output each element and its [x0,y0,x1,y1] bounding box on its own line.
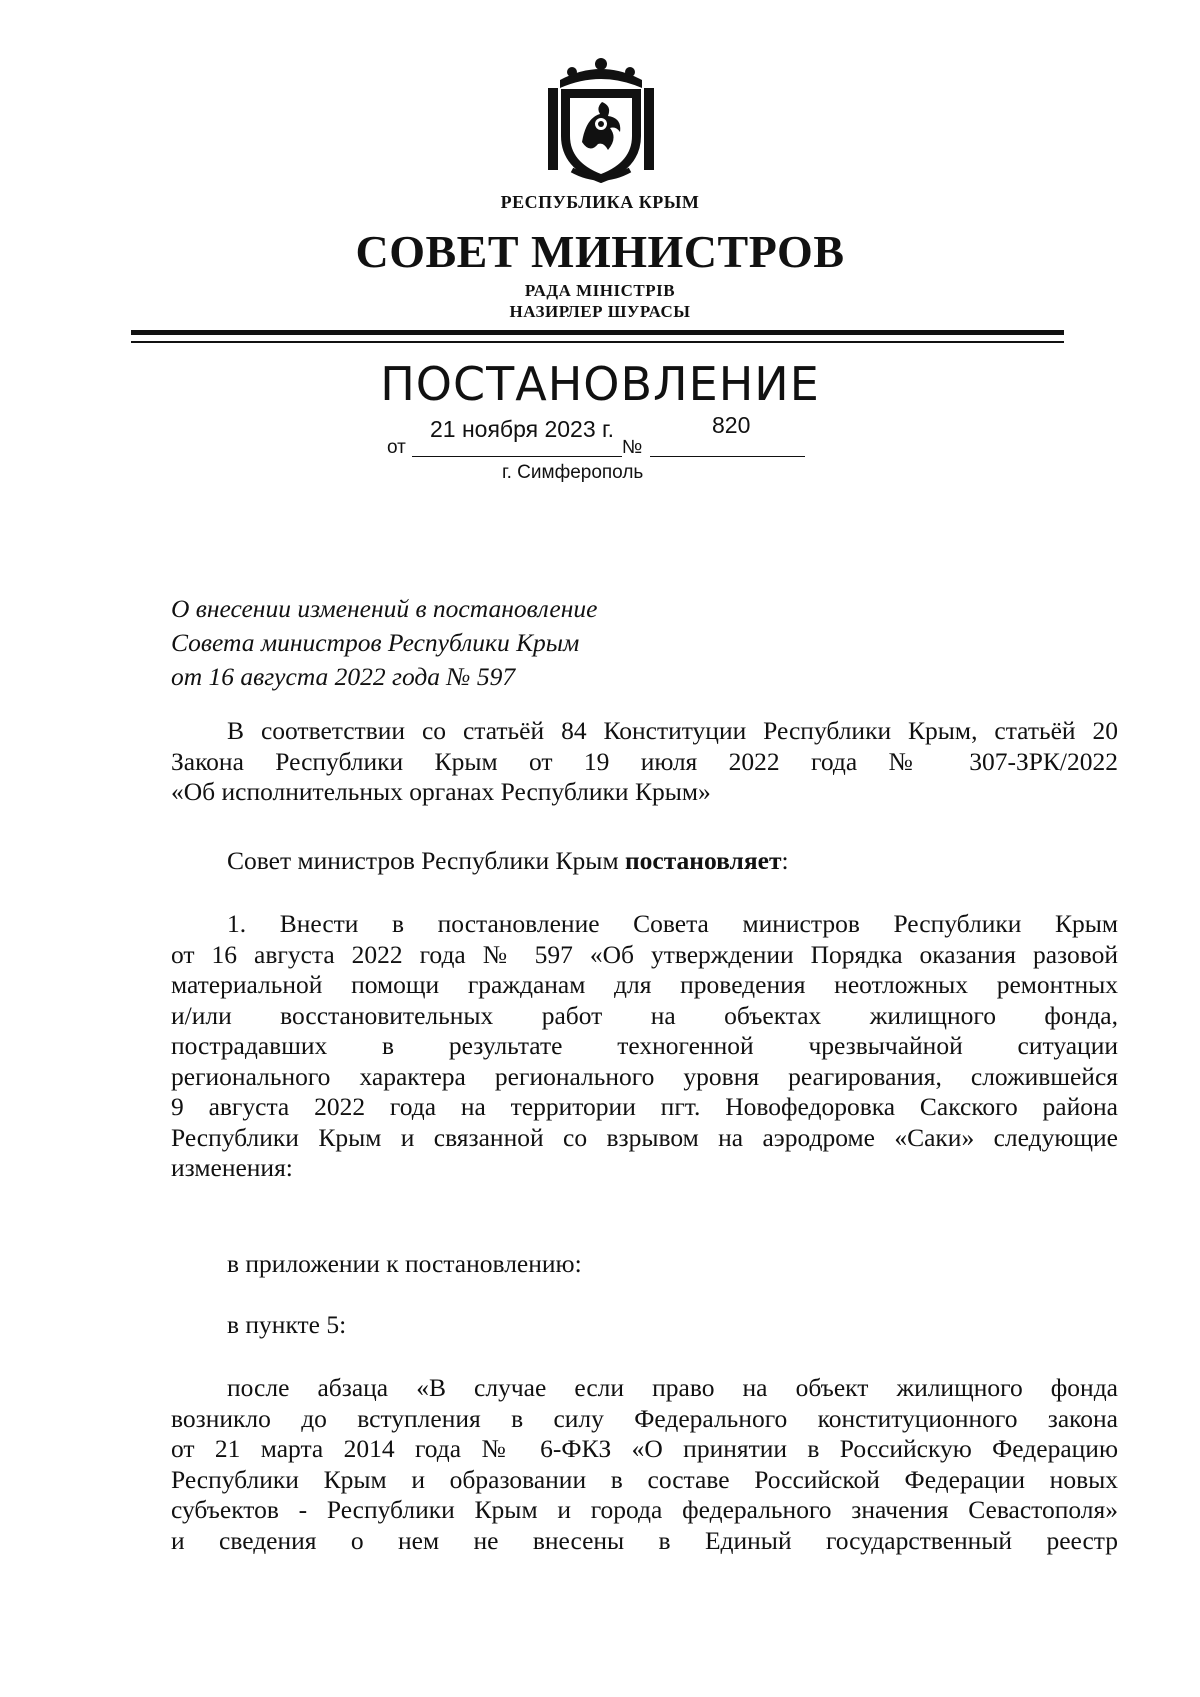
body-line: 1. Внести в постановление Совета министров Республики Крым [227,909,1118,938]
body-line: материальной помощи гражданам для проведения неотложных ремонтных [171,970,1118,999]
date-from-label: от [387,437,406,458]
appendix-paragraph [171,1249,1118,1280]
header-rule-thick [131,330,1064,335]
council-title-ukrainian: РАДА МІНІСТРІВ [524,281,676,300]
body-line: пострадавших в результате техногенной чрезвычайной ситуации [171,1031,1118,1060]
council-title: СОВЕТ МИНИСТРОВ [355,226,845,277]
resolves-bold: постановляет [624,846,782,875]
number-underline [650,456,805,457]
republic-name: РЕСПУБЛИКА КРЫМ [500,192,700,212]
date-underline [412,456,622,457]
decree-number: 820 [712,412,751,438]
body-line: в пункте 5: [227,1310,347,1339]
subject-line: Совета министров Республики Крым [171,628,580,657]
resolves-colon: : [781,846,789,875]
body-line: Республики Крым и связанной со взрывом на аэродроме «Саки» следующие [171,1122,1118,1152]
body-line: регионального характера регионального уровня реагирования, сложившейся [171,1061,1118,1091]
body-line [171,846,1118,877]
body-line: в приложении к постановлению: [227,1249,582,1278]
crimea-coat-of-arms-icon [542,58,660,186]
decree-date: 21 ноября 2023 г. [430,416,614,442]
body-line: Закона Республики Крым от 19 июля 2022 года № 307-ЗРК/2022 [171,746,1118,776]
body-line: от 21 марта 2014 года № 6-ФКЗ «О принятии в Российскую Федерацию [171,1434,1118,1463]
item-1-paragraph [171,909,1118,1184]
decree-city: г. Симферополь [502,462,644,483]
body-line: от 16 августа 2022 года № 597 «Об утверждении Порядка оказания разовой [171,939,1118,969]
body-line: В соответствии со статьёй 84 Конституции Республики Крым, статьёй 20 [227,716,1118,745]
subject-line: О внесении изменений в постановление [171,594,598,623]
resolves-text: Совет министров Республики Крым [227,846,625,875]
body-line: после абзаца «В случае если право на объект жилищного фонда [227,1373,1118,1402]
subject-line: от 16 августа 2022 года № 597 [171,662,516,691]
decree-subject [171,592,597,694]
body-line: возникло до вступления в силу Федерального конституционного закона [171,1403,1118,1433]
decree-title: ПОСТАНОВЛЕНИЕ [380,357,820,411]
number-sign-label: № [622,437,643,458]
body-line: Республики Крым и образовании в составе Российской Федерации новых [171,1464,1118,1494]
point-paragraph [171,1310,1118,1341]
council-title-crimean-tatar: НАЗИРЛЕР ШУРАСЫ [509,302,691,321]
body-line: субъектов - Республики Крым и города федерального значения Севастополя» [171,1495,1118,1524]
body-line: и/или восстановительных работ на объектах жилищного фонда, [171,1000,1118,1030]
preamble-paragraph [171,716,1118,808]
header-rule-thin [131,341,1064,343]
body-line: изменения: [171,1153,293,1182]
resolves-paragraph [171,846,1118,877]
body-line: «Об исполнительных органах Республики Крым» [171,777,711,806]
body-line: и сведения о нем не внесены в Единый государственный реестр [171,1525,1118,1555]
body-line: 9 августа 2022 года на территории пгт. Новофедоровка Сакского района [171,1092,1118,1121]
after-paragraph [171,1373,1118,1556]
